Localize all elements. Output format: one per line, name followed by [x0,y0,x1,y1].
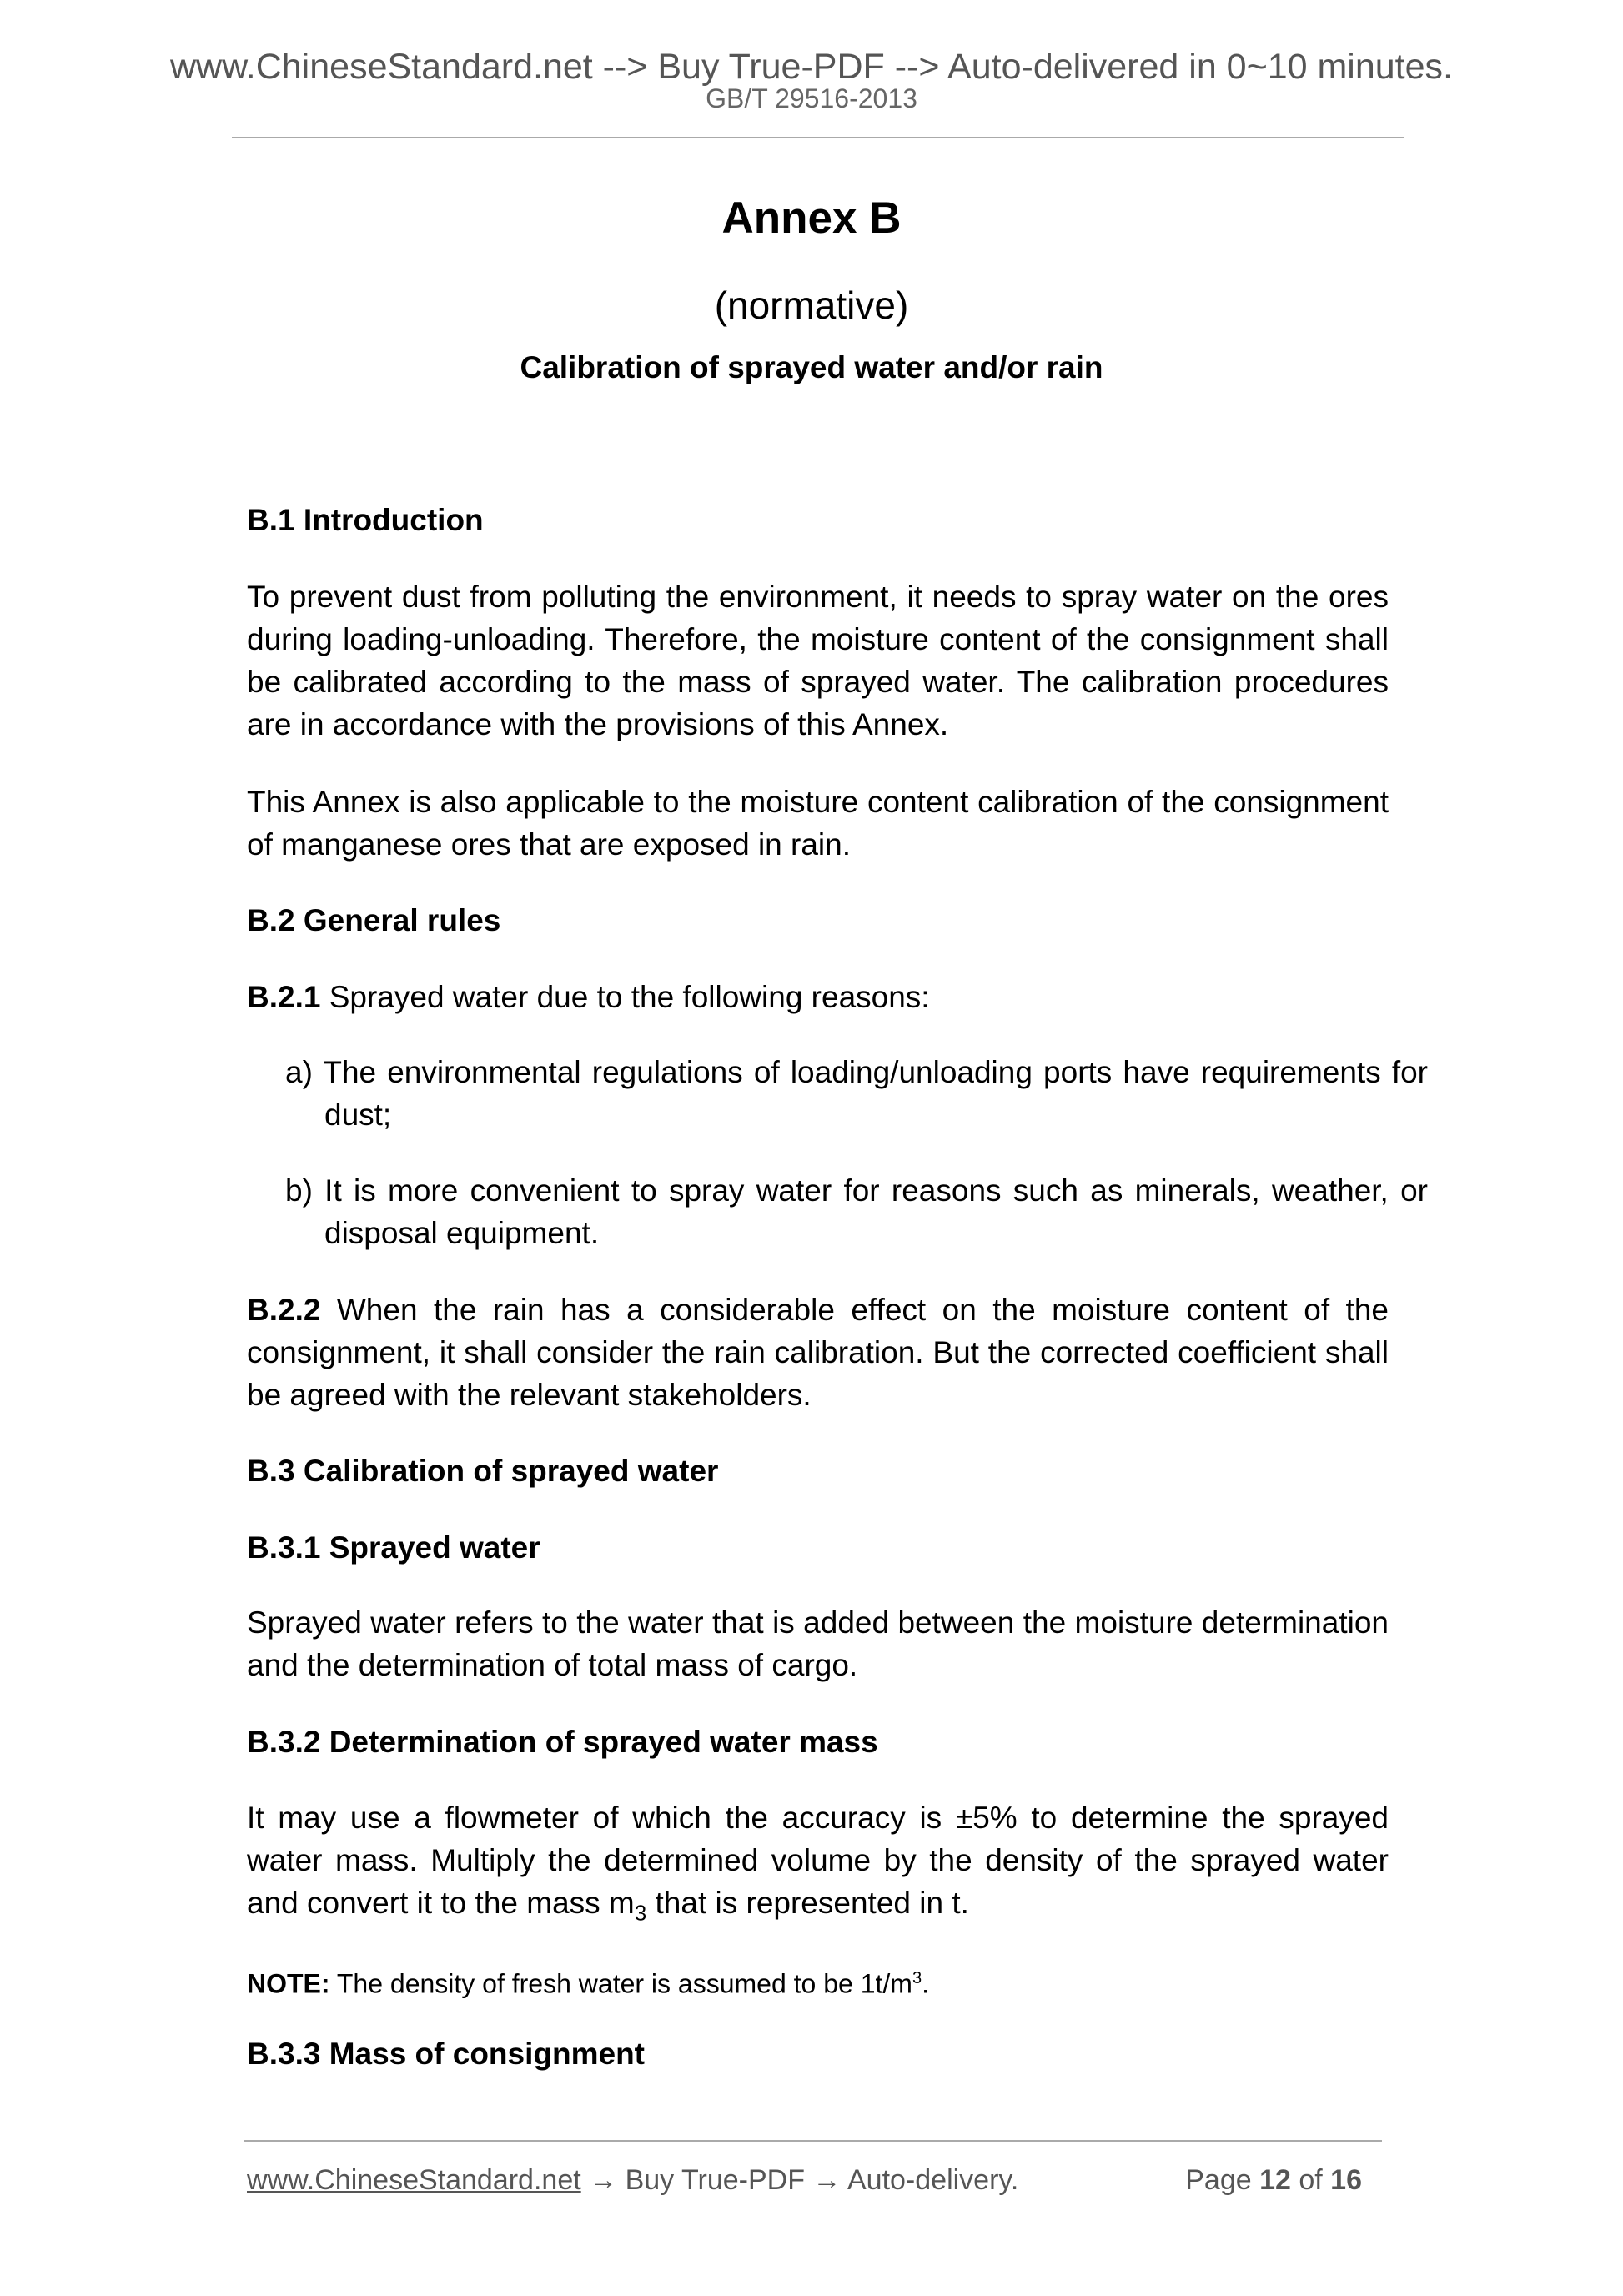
note-text: The density of fresh water is assumed to be 1t/m [329,1968,912,1999]
text: It may use a flowmeter of which the accuracy is ±5% to determine the sprayed water mass. Multiply the determined volume by the density of the sprayed water and convert it to the mass m [247,1801,1389,1920]
section-heading-b31: B.3.1 Sprayed water [247,1530,540,1565]
page-total: 16 [1330,2164,1362,2196]
section-heading-b2: B.2 General rules [247,903,501,937]
header-divider [232,137,1404,138]
page-number: 12 [1259,2164,1291,2196]
annex-subtitle: Calibration of sprayed water and/or rain [520,350,1103,384]
text: that is represented in t. [646,1886,969,1920]
annex-type: (normative) [714,284,909,327]
paragraph-b32 [247,1796,1389,1934]
paragraph-b1-1: To prevent dust from polluting the environment, it needs to spray water on the ores during loading-unloading. Therefore, the moisture content of the consignment shall be calibrated according to the mass of sprayed water. The calibration procedures are in accordance with the provisions of this Annex. [247,580,1389,741]
section-heading-b32: B.3.2 Determination of sprayed water mass [247,1725,878,1759]
section-heading-b33: B.3.3 Mass of consignment [247,2037,645,2071]
footer [247,2162,1382,2198]
paragraph-b31: Sprayed water refers to the water that is added between the moisture determination and the determination of total mass of cargo. [247,1605,1389,1682]
paragraph-b21 [247,976,1389,1018]
note-label: NOTE: [247,1968,330,1999]
clause-number: B.2.2 [247,1293,321,1327]
paragraph-b22 [247,1289,1389,1416]
list-item-a: a) The environmental regulations of loading/unloading ports have requirements for dust; [285,1055,1428,1132]
clause-number: B.2.1 [247,980,321,1014]
note [247,1957,1389,2006]
section-heading-b1: B.1 Introduction [247,503,484,537]
section-heading-b3: B.3 Calibration of sprayed water [247,1454,719,1488]
list-item-b: b) It is more convenient to spray water for reasons such as minerals, weather, or disposal equipment. [285,1173,1428,1250]
footer-link[interactable]: www.ChineseStandard.net [247,2164,581,2196]
footer-text: → Buy True-PDF → Auto-delivery. [580,2164,1019,2196]
subscript: 3 [634,1900,647,1926]
header-banner: www.ChineseStandard.net --> Buy True-PDF --> Auto-delivered in 0~10 minutes. [169,47,1453,87]
clause-text: Sprayed water due to the following reasons: [320,980,930,1014]
paragraph-b1-2: This Annex is also applicable to the moisture content calibration of the consignment of manganese ores that are exposed in rain. [247,785,1389,862]
annex-title: Annex B [721,193,902,243]
page-of: of [1290,2164,1331,2196]
page-indicator [1185,2162,1362,2198]
standard-number: GB/T 29516-2013 [706,83,917,113]
note-end: . [922,1968,929,1999]
footer-left [247,2162,1018,2198]
clause-text: When the rain has a considerable effect on the moisture content of the consignment, it shall consider the rain calibration. But the corrected coefficient shall be agreed with the relevant stakeholders. [247,1293,1389,1412]
footer-divider [244,2140,1382,2142]
superscript: 3 [912,1969,922,1987]
page-label: Page [1185,2164,1260,2196]
